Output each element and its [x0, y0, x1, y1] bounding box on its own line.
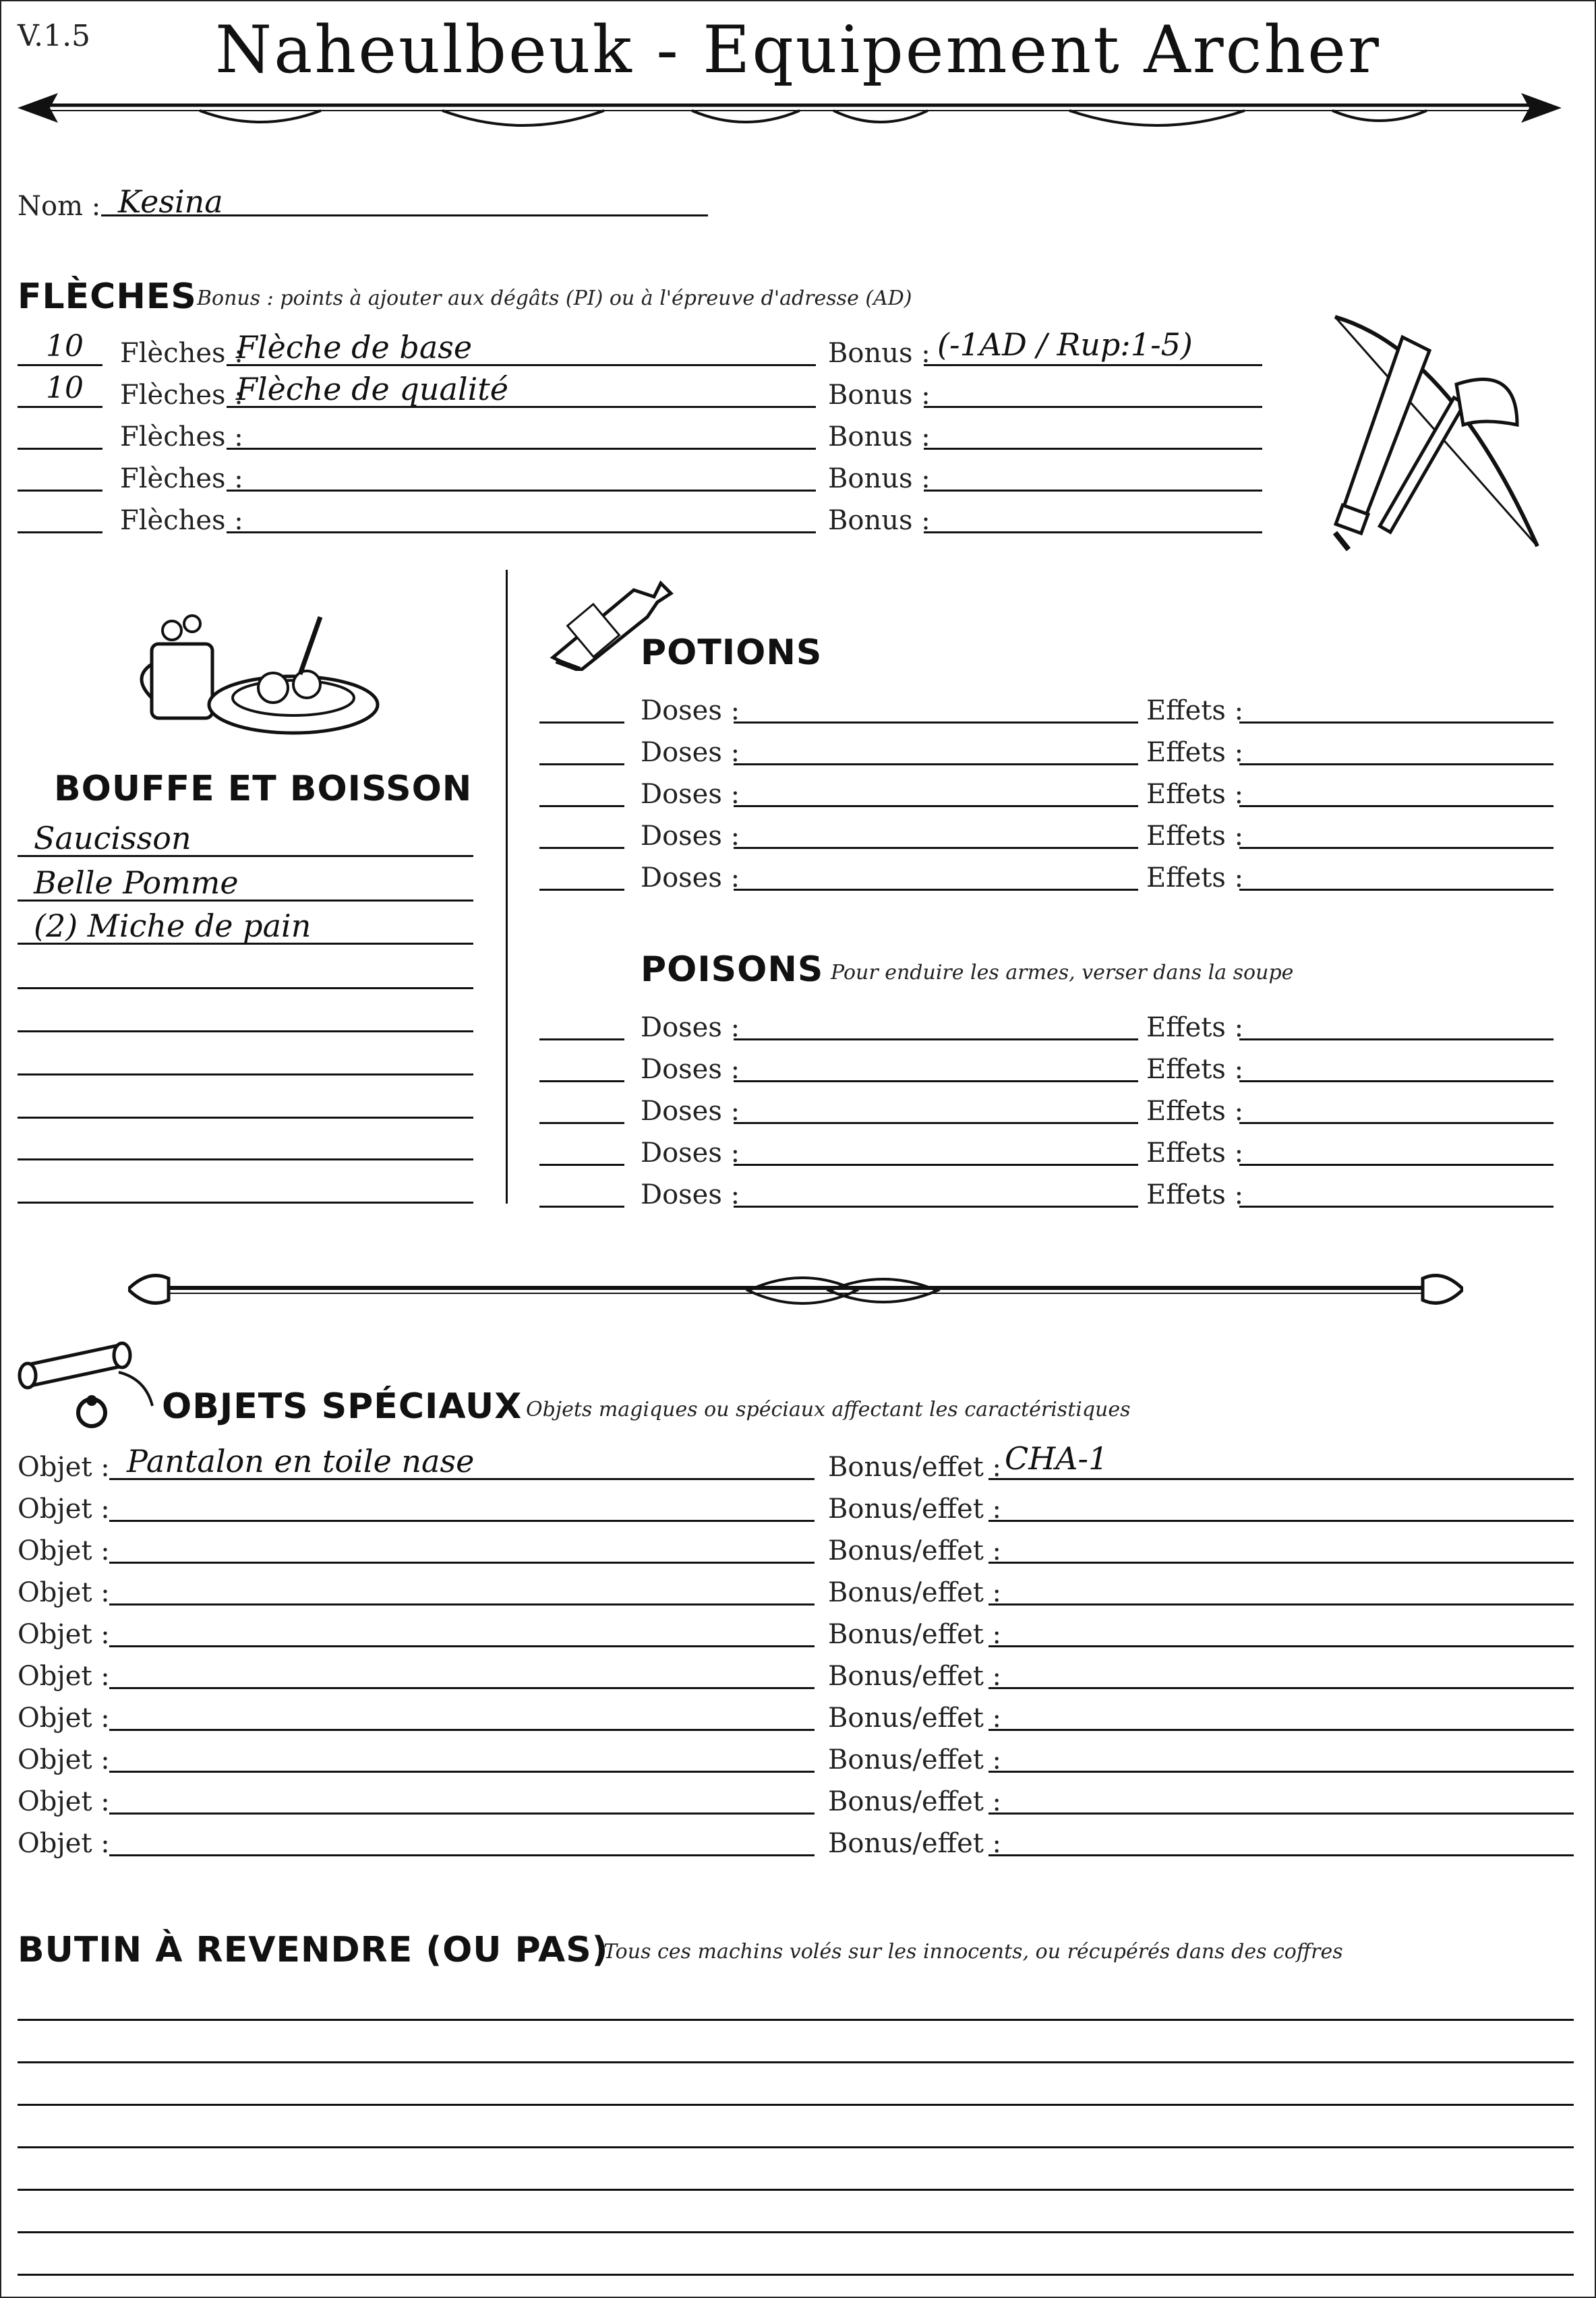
poison-effets-field[interactable] — [1239, 1122, 1554, 1124]
fleches-bonus-field[interactable] — [924, 490, 1262, 492]
fleches-qty-field[interactable] — [18, 364, 102, 366]
potion-doses-label: Doses : — [641, 779, 740, 810]
bouffe-item: Saucisson — [34, 820, 191, 856]
potion-effets-field[interactable] — [1239, 847, 1554, 849]
poison-effets-field[interactable] — [1239, 1080, 1554, 1082]
butin-heading: BUTIN À REVENDRE (OU PAS) — [18, 1930, 609, 1970]
potion-doses-field[interactable] — [734, 763, 1138, 765]
poison-effets-label: Effets : — [1146, 1012, 1244, 1043]
fleches-bonus-field[interactable] — [924, 448, 1262, 450]
fleches-bonus-label: Bonus : — [828, 380, 930, 411]
column-divider — [506, 570, 508, 1204]
butin-line[interactable] — [18, 2274, 1574, 2276]
poison-qty-field[interactable] — [539, 1122, 624, 1124]
objet-name-field[interactable] — [109, 1813, 815, 1815]
bouffe-line[interactable] — [18, 1117, 473, 1119]
potion-effets-field[interactable] — [1239, 721, 1554, 724]
fleches-label: Flèches : — [120, 463, 243, 494]
fleches-name-field[interactable] — [227, 531, 816, 533]
fleches-bonus-field[interactable] — [924, 364, 1262, 366]
objet-bonus-label: Bonus/effet : — [828, 1535, 1002, 1566]
poison-doses-label: Doses : — [641, 1179, 740, 1210]
potions-heading: POTIONS — [641, 632, 823, 673]
objet-bonus-label: Bonus/effet : — [828, 1744, 1002, 1775]
objet-bonus-field[interactable] — [988, 1813, 1574, 1815]
potion-doses-label: Doses : — [641, 695, 740, 726]
objet-label: Objet : — [18, 1452, 110, 1483]
poison-doses-label: Doses : — [641, 1138, 740, 1169]
objet-bonus-label: Bonus/effet : — [828, 1619, 1002, 1650]
fleches-heading: FLÈCHES — [18, 276, 197, 317]
butin-line[interactable] — [18, 2104, 1574, 2106]
fleches-bonus-label: Bonus : — [828, 463, 930, 494]
version-label: V.1.5 — [18, 19, 91, 53]
objet-name-field[interactable] — [109, 1854, 815, 1856]
crossed-sword-and-axe-icon — [1315, 310, 1558, 553]
objet-label: Objet : — [18, 1786, 110, 1817]
objet-name-field[interactable] — [109, 1603, 815, 1605]
butin-line[interactable] — [18, 2061, 1574, 2063]
poison-qty-field[interactable] — [539, 1080, 624, 1082]
potion-effets-label: Effets : — [1146, 737, 1244, 768]
potion-qty-field[interactable] — [539, 805, 624, 807]
poisons-heading: POISONS — [641, 949, 824, 990]
potion-effets-label: Effets : — [1146, 779, 1244, 810]
bouffe-line[interactable] — [18, 1158, 473, 1160]
objet-name-value: Pantalon en toile nase — [127, 1443, 475, 1479]
potion-doses-label: Doses : — [641, 821, 740, 852]
poison-doses-field[interactable] — [734, 1038, 1138, 1040]
fleches-qty-field[interactable] — [18, 448, 102, 450]
objet-name-field[interactable] — [109, 1562, 815, 1564]
fleches-bonus-label: Bonus : — [828, 421, 930, 452]
objet-bonus-field[interactable] — [988, 1771, 1574, 1773]
potion-qty-field[interactable] — [539, 889, 624, 891]
fleches-label: Flèches : — [120, 380, 243, 411]
poison-effets-label: Effets : — [1146, 1138, 1244, 1169]
fleches-label: Flèches : — [120, 338, 243, 369]
arrow-divider-icon — [18, 86, 1562, 140]
butin-line[interactable] — [18, 2146, 1574, 2148]
objet-name-field[interactable] — [109, 1771, 815, 1773]
butin-line[interactable] — [18, 2019, 1574, 2021]
objet-label: Objet : — [18, 1744, 110, 1775]
objet-bonus-field[interactable] — [988, 1687, 1574, 1689]
objet-bonus-field[interactable] — [988, 1729, 1574, 1731]
potion-effets-label: Effets : — [1146, 821, 1244, 852]
staff-divider-icon — [128, 1265, 1463, 1312]
fleches-qty-value: 10 — [46, 329, 84, 363]
objet-bonus-label: Bonus/effet : — [828, 1494, 1002, 1525]
potion-doses-field[interactable] — [734, 889, 1138, 891]
potion-effets-field[interactable] — [1239, 889, 1554, 891]
potion-doses-field[interactable] — [734, 721, 1138, 724]
potion-qty-field[interactable] — [539, 721, 624, 724]
potion-doses-label: Doses : — [641, 862, 740, 893]
fleches-qty-value: 10 — [46, 371, 84, 405]
objet-label: Objet : — [18, 1577, 110, 1608]
poison-qty-field[interactable] — [539, 1164, 624, 1166]
objet-label: Objet : — [18, 1494, 110, 1525]
bouffe-item: Belle Pomme — [34, 864, 239, 901]
potion-doses-field[interactable] — [734, 805, 1138, 807]
potion-qty-field[interactable] — [539, 763, 624, 765]
poisons-subtitle: Pour enduire les armes, verser dans la soupe — [831, 961, 1294, 984]
poison-doses-label: Doses : — [641, 1012, 740, 1043]
potion-effets-field[interactable] — [1239, 805, 1554, 807]
butin-line[interactable] — [18, 2231, 1574, 2233]
nom-value: Kesina — [118, 183, 223, 220]
mug-and-plate-icon — [138, 603, 381, 738]
poison-effets-label: Effets : — [1146, 1096, 1244, 1127]
objet-bonus-value: CHA-1 — [1005, 1440, 1109, 1477]
fleches-name-field[interactable] — [227, 490, 816, 492]
fleches-bonus-field[interactable] — [924, 406, 1262, 408]
objet-label: Objet : — [18, 1703, 110, 1734]
poison-doses-label: Doses : — [641, 1096, 740, 1127]
potion-effets-field[interactable] — [1239, 763, 1554, 765]
objet-bonus-label: Bonus/effet : — [828, 1577, 1002, 1608]
fleches-bonus-label: Bonus : — [828, 338, 930, 369]
fleches-name-value: Flèche de base — [236, 329, 473, 365]
objet-name-field[interactable] — [109, 1729, 815, 1731]
poison-effets-field[interactable] — [1239, 1038, 1554, 1040]
potion-qty-field[interactable] — [539, 847, 624, 849]
nom-label: Nom : — [18, 191, 101, 222]
objets-subtitle: Objets magiques ou spéciaux affectant les caractéristiques — [526, 1398, 1131, 1421]
potion-doses-field[interactable] — [734, 847, 1138, 849]
objet-name-field[interactable] — [109, 1645, 815, 1647]
poison-doses-field[interactable] — [734, 1122, 1138, 1124]
fleches-bonus-label: Bonus : — [828, 505, 930, 536]
objet-bonus-field[interactable] — [988, 1603, 1574, 1605]
potion-effets-label: Effets : — [1146, 862, 1244, 893]
poison-doses-field[interactable] — [734, 1080, 1138, 1082]
bouffe-line[interactable] — [18, 1202, 473, 1204]
fleches-qty-field[interactable] — [18, 531, 102, 533]
poison-doses-field[interactable] — [734, 1164, 1138, 1166]
fleches-qty-field[interactable] — [18, 490, 102, 492]
objet-label: Objet : — [18, 1661, 110, 1692]
sheet-title: Naheulbeuk - Equipement Archer — [215, 12, 1381, 88]
objet-name-field[interactable] — [109, 1520, 815, 1522]
scroll-and-ring-icon — [18, 1338, 159, 1433]
bouffe-heading: BOUFFE ET BOISSON — [54, 769, 473, 809]
objet-bonus-label: Bonus/effet : — [828, 1661, 1002, 1692]
fleches-label: Flèches : — [120, 505, 243, 536]
bouffe-line[interactable] — [18, 987, 473, 989]
fleches-qty-field[interactable] — [18, 406, 102, 408]
potion-effets-label: Effets : — [1146, 695, 1244, 726]
objet-bonus-label: Bonus/effet : — [828, 1452, 1002, 1483]
objet-label: Objet : — [18, 1828, 110, 1859]
fleches-bonus-field[interactable] — [924, 531, 1262, 533]
poison-qty-field[interactable] — [539, 1206, 624, 1208]
poison-doses-label: Doses : — [641, 1054, 740, 1085]
poison-qty-field[interactable] — [539, 1038, 624, 1040]
bouffe-line[interactable] — [18, 1073, 473, 1076]
objet-bonus-field[interactable] — [988, 1645, 1574, 1647]
fleches-bonus-value: (-1AD / Rup:1-5) — [937, 326, 1193, 363]
fleches-label: Flèches : — [120, 421, 243, 452]
objet-label: Objet : — [18, 1619, 110, 1650]
fleches-subtitle: Bonus : points à ajouter aux dégâts (PI) ou à l'épreuve d'adresse (AD) — [197, 287, 912, 310]
objet-bonus-field[interactable] — [988, 1478, 1574, 1480]
objet-label: Objet : — [18, 1535, 110, 1566]
potion-doses-label: Doses : — [641, 737, 740, 768]
objets-heading: OBJETS SPÉCIAUX — [162, 1386, 523, 1427]
poison-effets-field[interactable] — [1239, 1164, 1554, 1166]
butin-subtitle: Tous ces machins volés sur les innocents, ou récupérés dans des coffres — [603, 1940, 1343, 1964]
objet-bonus-label: Bonus/effet : — [828, 1786, 1002, 1817]
poison-effets-field[interactable] — [1239, 1206, 1554, 1208]
poison-effets-label: Effets : — [1146, 1179, 1244, 1210]
poison-effets-label: Effets : — [1146, 1054, 1244, 1085]
bouffe-item: (2) Miche de pain — [34, 908, 312, 944]
poison-doses-field[interactable] — [734, 1206, 1138, 1208]
bouffe-line[interactable] — [18, 1030, 473, 1032]
fleches-name-field[interactable] — [227, 448, 816, 450]
objet-bonus-field[interactable] — [988, 1562, 1574, 1564]
fleches-name-value: Flèche de qualité — [236, 371, 509, 407]
objet-bonus-label: Bonus/effet : — [828, 1703, 1002, 1734]
objet-bonus-field[interactable] — [988, 1520, 1574, 1522]
objet-bonus-field[interactable] — [988, 1854, 1574, 1856]
objet-bonus-label: Bonus/effet : — [828, 1828, 1002, 1859]
butin-line[interactable] — [18, 2189, 1574, 2191]
objet-name-field[interactable] — [109, 1687, 815, 1689]
